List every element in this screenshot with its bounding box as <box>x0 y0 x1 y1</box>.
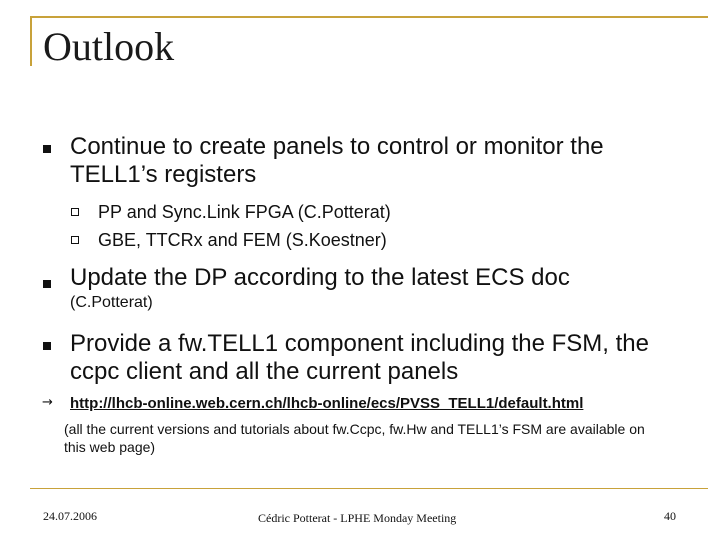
bullet-2-text: Update the DP according to the latest ECS doc <box>70 264 570 291</box>
title-frame-top <box>30 16 708 18</box>
sub-bullet-2-text: GBE, TTCRx and FEM (S.Koestner) <box>98 230 387 250</box>
footer-date: 24.07.2006 <box>43 509 97 523</box>
footer-center-text: Cédric Potterat - LPHE Monday Meeting <box>258 511 457 525</box>
title-frame-left <box>30 16 32 66</box>
link-tell1-page[interactable]: http://lhcb-online.web.cern.ch/lhcb-online/ecs/PVSS_TELL1/default.html <box>70 395 584 412</box>
slide-title: Outlook <box>43 24 175 69</box>
bullet-1-text: Continue to create panels to control or monitor the TELL1’s registers <box>70 133 604 188</box>
sub-bullet-square-icon <box>71 236 79 244</box>
footer-divider <box>30 488 708 489</box>
sub-bullet-1-text: PP and Sync.Link FPGA (C.Potterat) <box>98 202 391 222</box>
arrow-icon: → <box>42 395 53 410</box>
page-number: 40 <box>664 509 676 523</box>
bullet-3-text: Provide a fw.TELL1 component including the FSM, the ccpc client and all the current panels <box>70 330 649 385</box>
bullet-2-detail: (C.Potterat) <box>70 294 153 311</box>
link-note: (all the current versions and tutorials about fw.Ccpc, fw.Hw and TELL1’s FSM are available on this web page) <box>64 421 645 455</box>
sub-bullet-square-icon <box>71 208 79 216</box>
bullet-square-icon <box>43 342 51 350</box>
bullet-square-icon <box>43 145 51 153</box>
bullet-square-icon <box>43 280 51 288</box>
